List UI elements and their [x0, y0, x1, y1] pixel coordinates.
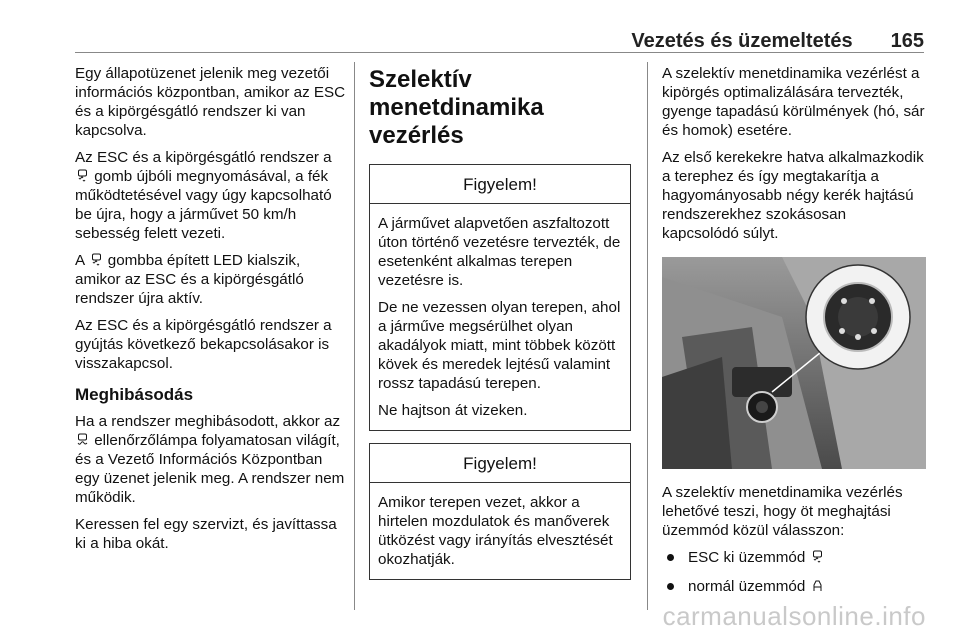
list-item — [662, 548, 926, 567]
esc-off-icon — [77, 169, 88, 183]
text: ellenőrzőlámpa folyamatosan világít, és a Vezető Információs Központban egy üzenet jelenik meg. A rendszer nem működik. — [75, 432, 345, 506]
section-heading: Szelektív menetdinamika vezérlés — [369, 66, 544, 149]
bullet — [667, 554, 674, 561]
paragraph — [75, 148, 347, 243]
warning-label: Figyelem! — [370, 165, 630, 204]
right-column — [662, 64, 926, 606]
console-illustration — [662, 257, 926, 469]
column-divider-1 — [354, 62, 355, 610]
warning-text: Amikor terepen vezet, akkor a hirtelen mozdulatok és manőverek ütközést vagy irányítás elvesztését okozhatják. — [378, 494, 613, 568]
car-skid-warning-icon — [77, 433, 88, 447]
list-item-label: normál üzemmód — [688, 578, 806, 595]
warning-text: A járművet alapvetően aszfaltozott úton történő vezetésre tervezték, de esetenként alkalmas terepen vezetésre is. — [378, 215, 621, 289]
text: gombba épített LED kialszik, amikor az ESC és a kipörgésgátló rendszer újra aktív. — [75, 252, 304, 307]
paragraph — [75, 412, 347, 507]
warning-box — [369, 164, 631, 431]
watermark: carmanualsonline.info — [662, 601, 926, 631]
esc-off-icon — [812, 550, 823, 564]
section-title: Vezetés és üzemeltetés — [631, 30, 853, 52]
page-number: 165 — [890, 30, 924, 52]
paragraph: Keressen fel egy szervizt, és javíttassa ki a hiba okát. — [75, 516, 337, 552]
section-heading: Meghibásodás — [75, 385, 194, 404]
normal-mode-car-icon — [812, 579, 823, 593]
mode-list — [662, 548, 926, 596]
text: A — [75, 252, 85, 269]
warning-text: Ne hajtson át vizeken. — [378, 402, 528, 419]
paragraph: Egy állapotüzenet jelenik meg vezetői információs központban, amikor az ESC és a kipörgésgátló rendszer ki van kapcsolva. — [75, 65, 346, 139]
left-column — [75, 64, 347, 561]
bullet — [667, 583, 674, 590]
console-photo — [662, 257, 926, 469]
warning-text: De ne vezessen olyan terepen, ahol a járműve megsérülhet olyan akadályok miatt, mint többek között kövek és meredek lejtésű valamint rossz tapadású terepen. — [378, 299, 621, 392]
text: Az ESC és a kipörgésgátló rendszer a — [75, 149, 332, 166]
column-divider-2 — [647, 62, 648, 610]
text: Ha a rendszer meghibásodott, akkor az — [75, 413, 341, 430]
list-item-label: ESC ki üzemmód — [688, 549, 806, 566]
paragraph: A szelektív menetdinamika vezérlés lehetővé teszi, hogy öt meghajtási üzemmód közül válasszon: — [662, 484, 903, 539]
list-item — [662, 577, 926, 596]
paragraph: Az első kerekekre hatva alkalmazkodik a terephez és így megtakarítja a hagyományosabb négy kerék hajtású rendszerekhez szokásosan kapcsolódó súlyt. — [662, 149, 924, 242]
text: gomb újbóli megnyomásával, a fék működtetésével vagy úgy kapcsolható be újra, hogy a járművet 50 km/h sebesség felett vezeti. — [75, 168, 332, 242]
middle-column — [369, 64, 631, 592]
paragraph — [75, 251, 347, 308]
paragraph: A szelektív menetdinamika vezérlést a kipörgés optimalizálására tervezték, gyenge tapadású körülmények (hó, sár és homok) esetére. — [662, 65, 925, 139]
warning-box — [369, 443, 631, 580]
esc-off-icon — [91, 253, 102, 267]
paragraph: Az ESC és a kipörgésgátló rendszer a gyújtás következő bekapcsolásakor is visszakapcsol. — [75, 317, 332, 372]
warning-label: Figyelem! — [370, 444, 630, 483]
page-header — [424, 30, 924, 53]
header-rule — [75, 52, 924, 53]
